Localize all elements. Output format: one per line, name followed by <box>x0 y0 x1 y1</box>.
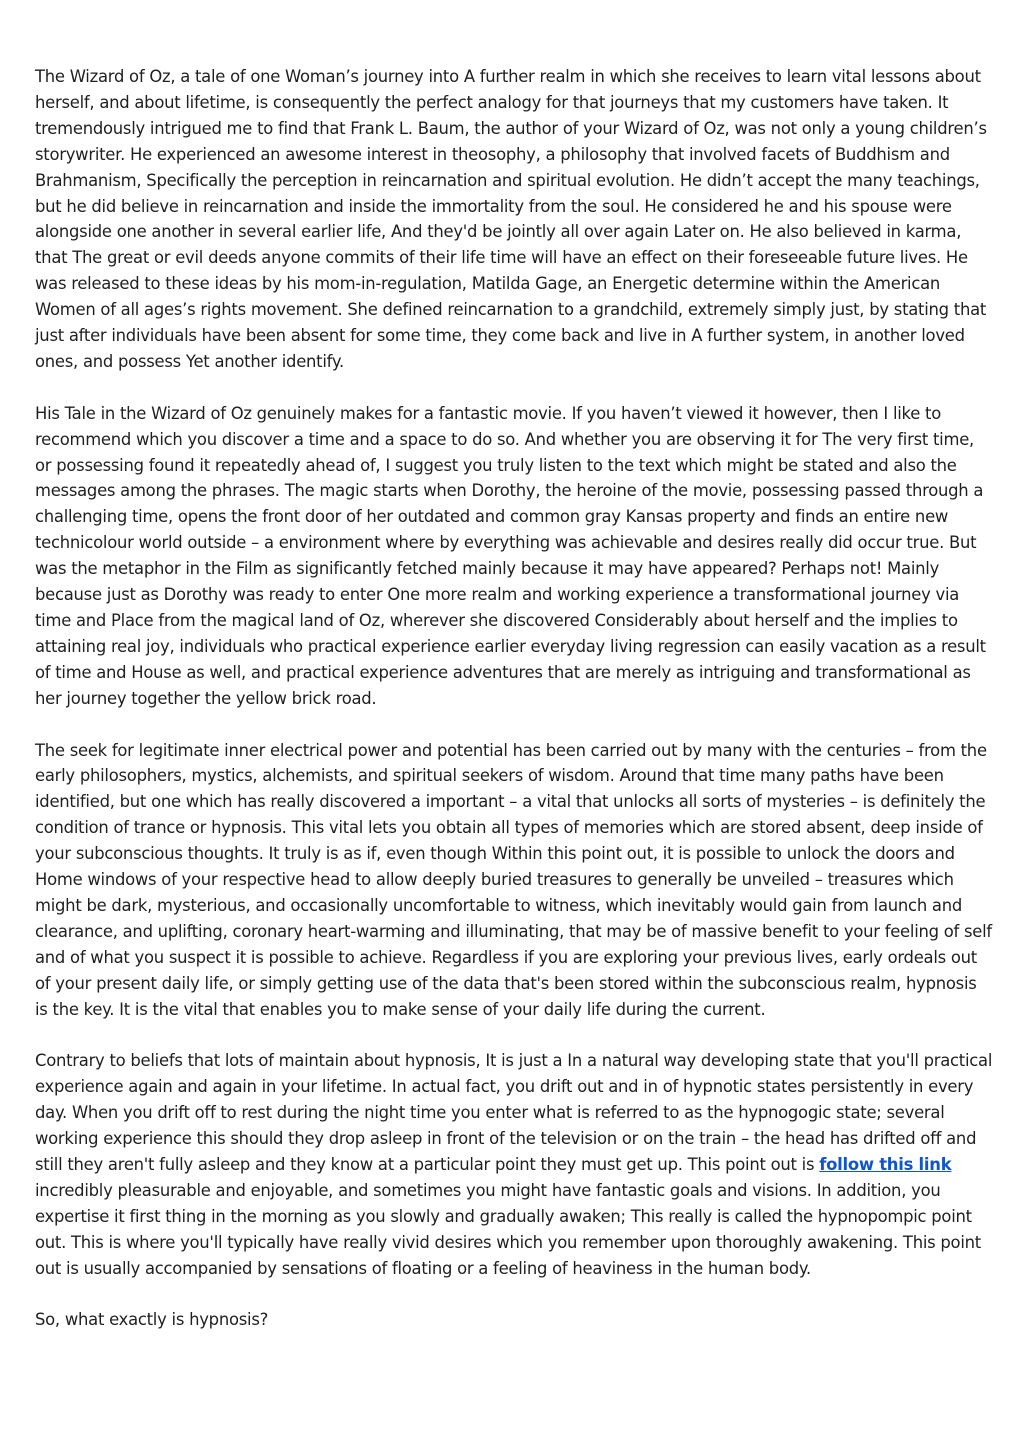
paragraph-inner-power: The seek for legitimate inner electrical power and potential has been carried out by many with the centuries – from the early philosophers, mystics, alchemists, and spiritual seekers of wisdom. Around that time many paths have been identified, but one which has really discovered a important – a vital that unlocks all sorts of mysteries – is definitely the condition of trance or hypnosis. This vital lets you obtain all types of memories which are stored absent, deep inside of your subconscious thoughts. It truly is as if, even though Within this point out, it is possible to unlock the doors and Home windows of your respective head to allow deeply buried treasures to generally be unveiled – treasures which might be dark, mysterious, and occasionally uncomfortable to witness, which inevitably would gain from launch and clearance, and uplifting, coronary heart-warming and illuminating, that may be of massive benefit to your feeling of self and of what you suspect it is possible to achieve. Regardless if you are exploring your previous lives, early ordeals out of your present daily life, or simply getting use of the data that's been stored within the subconscious realm, hypnosis is the key. It is the vital that enables you to make sense of your daily life during the current. <box>35 740 992 1019</box>
paragraph-text-before-link: Contrary to beliefs that lots of maintain about hypnosis, It is just a In a natural way developing state that you'll practical experience again and again in your lifetime. In actual fact, you drift out and in of hypnotic states persistently in every day. When you drift off to rest during the night time you enter what is referred to as the hypnogogic state; several working experience this should they drop asleep in front of the television or on the train – the head has drifted off and still they aren't fully asleep and they know at a particular point they must get up. This point out is <box>35 1051 993 1175</box>
paragraph-hypnosis-states <box>35 1048 993 1281</box>
article-body <box>35 64 993 1359</box>
paragraph-movie-tale: His Tale in the Wizard of Oz genuinely makes for a fantastic movie. If you haven’t viewed it however, then I like to recommend which you discover a time and a space to do so. And whether you are observing it for The very first time, or possessing found it repeatedly ahead of, I suggest you truly listen to the text which might be stated and also the messages among the phrases. The magic starts when Dorothy, the heroine of the movie, possessing passed through a challenging time, opens the front door of her outdated and common gray Kansas property and finds an entire new technicolour world outside – a environment where by everything was achievable and desires really did occur true. But was the metaphor in the Film as significantly fetched mainly because it may have appeared? Perhaps not! Mainly because just as Dorothy was ready to enter One more realm and working experience a transformational journey via time and Place from the magical land of Oz, wherever she discovered Considerably about herself and the implies to attaining real joy, individuals who practical experience earlier everyday living regression can easily vacation as a result of time and House as well, and practical experience adventures that are merely as intriguing and transformational as her journey together the yellow brick road. <box>35 403 986 708</box>
paragraph-wizard-of-oz-intro: The Wizard of Oz, a tale of one Woman’s journey into A further realm in which she receives to learn vital lessons about herself, and about lifetime, is consequently the perfect analogy for that journeys that my customers have taken. It tremendously intrigued me to find that Frank L. Baum, the author of your Wizard of Oz, was not only a young children’s storywriter. He experienced an awesome interest in theosophy, a philosophy that involved facets of Buddhism and Brahmanism, Specifically the perception in reincarnation and spiritual evolution. He didn’t accept the many teachings, but he did believe in reincarnation and inside the immortality from the soul. He considered he and his spouse were alongside one another in several earlier life, And they'd be jointly all over again Later on. He also believed in karma, that The great or evil deeds anyone commits of their life time will have an effect on their foreseeable future lives. He was released to these ideas by his mom-in-regulation, Matilda Gage, an Energetic determine within the American Women of all ages’s rights movement. She defined reincarnation to a grandchild, extremely simply just, by stating that just after individuals have been absent for some time, they come back and live in A further system, in another loved ones, and possess Yet another identify. <box>35 67 987 371</box>
follow-this-link[interactable]: follow this link <box>819 1155 952 1175</box>
paragraph-question: So, what exactly is hypnosis? <box>35 1310 269 1330</box>
paragraph-text-after-link: incredibly pleasurable and enjoyable, and sometimes you might have fantastic goals and visions. In addition, you expertise it first thing in the morning as you slowly and gradually awaken; This really is called the hypnopompic point out. This is where you'll typically have really vivid desires which you remember upon thoroughly awakening. This point out is usually accompanied by sensations of floating or a feeling of heaviness in the human body. <box>35 1180 981 1278</box>
